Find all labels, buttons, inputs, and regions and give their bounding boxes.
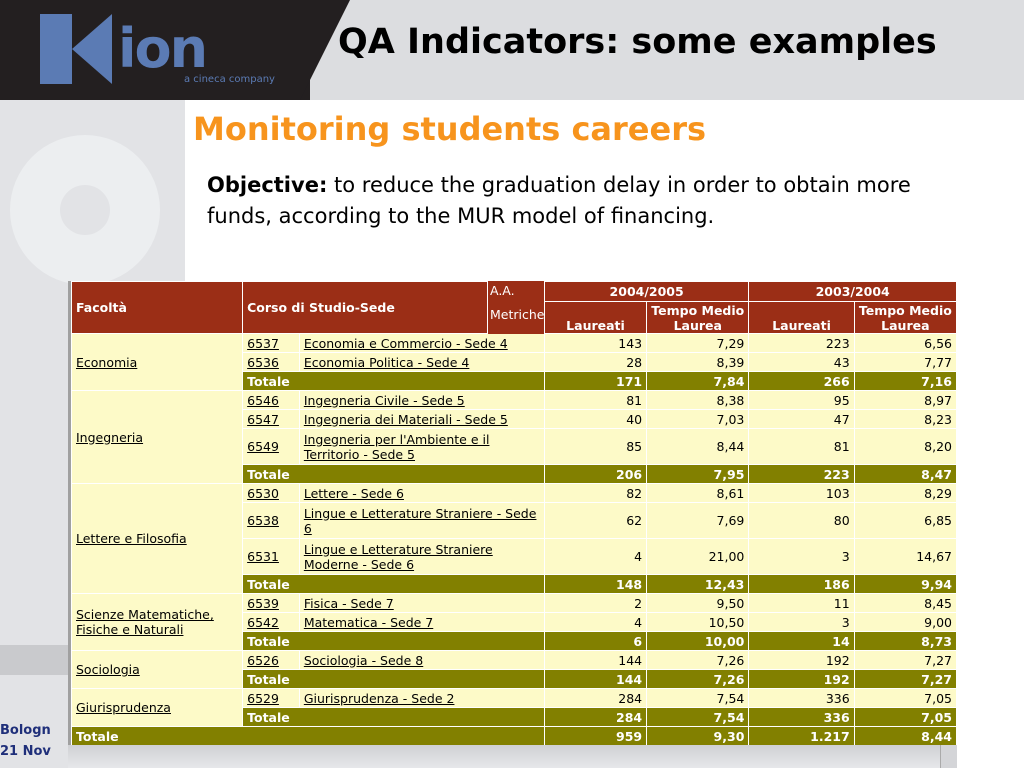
total-value: 223 [749, 465, 854, 484]
bottom-strip [68, 745, 954, 768]
faculty-link[interactable]: Scienze Matematiche, Fisiche e Naturali [72, 594, 243, 651]
laureati-2003-2004: 95 [749, 391, 854, 410]
grand-total-value: 9,30 [647, 727, 749, 746]
tempo-medio-2003-2004: 14,67 [854, 539, 956, 575]
total-value: 266 [749, 372, 854, 391]
total-value: 9,94 [854, 575, 956, 594]
total-value: 7,27 [854, 670, 956, 689]
logo-k-icon [40, 14, 72, 84]
laureati-2004-2005: 85 [544, 429, 646, 465]
tempo-medio-2003-2004: 7,05 [854, 689, 956, 708]
course-name-link[interactable]: Ingegneria Civile - Sede 5 [299, 391, 544, 410]
course-code-link[interactable]: 6529 [243, 689, 300, 708]
laureati-2004-2005: 143 [544, 334, 646, 353]
total-value: 10,00 [647, 632, 749, 651]
faculty-link[interactable]: Sociologia [72, 651, 243, 689]
total-label: Totale [243, 632, 545, 651]
total-value: 336 [749, 708, 854, 727]
course-code-link[interactable]: 6547 [243, 410, 300, 429]
tempo-medio-2004-2005: 8,61 [647, 484, 749, 503]
total-label: Totale [243, 465, 545, 484]
course-name-link[interactable]: Economia e Commercio - Sede 4 [299, 334, 544, 353]
course-code-link[interactable]: 6536 [243, 353, 300, 372]
total-value: 12,43 [647, 575, 749, 594]
total-value: 6 [544, 632, 646, 651]
course-code-link[interactable]: 6546 [243, 391, 300, 410]
laureati-2003-2004: 103 [749, 484, 854, 503]
laureati-2003-2004: 3 [749, 613, 854, 632]
course-name-link[interactable]: Matematica - Sede 7 [299, 613, 544, 632]
careers-table-body [72, 334, 957, 746]
careers-table [71, 281, 957, 745]
tempo-medio-2004-2005: 7,54 [647, 689, 749, 708]
scrollbar-corner [940, 745, 957, 768]
tempo-medio-2004-2005: 7,29 [647, 334, 749, 353]
header-corso-label: Corso di Studio-Sede [247, 300, 395, 315]
laureati-2003-2004: 43 [749, 353, 854, 372]
total-value: 7,54 [647, 708, 749, 727]
table-row [72, 651, 957, 670]
course-code-link[interactable]: 6542 [243, 613, 300, 632]
section-subtitle: Monitoring students careers [193, 110, 707, 148]
course-code-link[interactable]: 6549 [243, 429, 300, 465]
logo-wordmark: ion [118, 17, 207, 80]
table-row [72, 689, 957, 708]
tempo-medio-2003-2004: 8,97 [854, 391, 956, 410]
laureati-2004-2005: 284 [544, 689, 646, 708]
laureati-2003-2004: 192 [749, 651, 854, 670]
table-row [72, 484, 957, 503]
tempo-medio-2003-2004: 9,00 [854, 613, 956, 632]
tempo-medio-2003-2004: 8,45 [854, 594, 956, 613]
laureati-2004-2005: 2 [544, 594, 646, 613]
course-name-link[interactable]: Lettere - Sede 6 [299, 484, 544, 503]
logo-tagline: a cineca company [184, 74, 275, 85]
objective-label: Objective: [207, 173, 328, 197]
grand-total-value: 8,44 [854, 727, 956, 746]
laureati-2004-2005: 4 [544, 539, 646, 575]
total-value: 7,84 [647, 372, 749, 391]
total-value: 171 [544, 372, 646, 391]
total-value: 148 [544, 575, 646, 594]
laureati-2004-2005: 82 [544, 484, 646, 503]
total-value: 186 [749, 575, 854, 594]
course-name-link[interactable]: Ingegneria dei Materiali - Sede 5 [299, 410, 544, 429]
laureati-2003-2004: 81 [749, 429, 854, 465]
laureati-2004-2005: 144 [544, 651, 646, 670]
total-value: 7,26 [647, 670, 749, 689]
total-value: 8,47 [854, 465, 956, 484]
total-value: 284 [544, 708, 646, 727]
laureati-2004-2005: 40 [544, 410, 646, 429]
footer-date: 21 Nov [0, 744, 51, 759]
objective-paragraph [207, 170, 927, 232]
tempo-medio-2004-2005: 10,50 [647, 613, 749, 632]
header-year-2003-2004: 2003/2004 [749, 282, 957, 302]
header-aa-metriche [487, 281, 545, 334]
course-name-link[interactable]: Fisica - Sede 7 [299, 594, 544, 613]
tempo-medio-2004-2005: 7,03 [647, 410, 749, 429]
header-aa: A.A. [490, 283, 515, 298]
header-laureati-1: Laureati [544, 302, 646, 334]
tempo-medio-2003-2004: 8,23 [854, 410, 956, 429]
total-value: 7,05 [854, 708, 956, 727]
total-value: 206 [544, 465, 646, 484]
laureati-2004-2005: 4 [544, 613, 646, 632]
tempo-medio-2003-2004: 8,29 [854, 484, 956, 503]
laureati-2003-2004: 11 [749, 594, 854, 613]
course-code-link[interactable]: 6538 [243, 503, 300, 539]
grand-total-value: 959 [544, 727, 646, 746]
faculty-link[interactable]: Ingegneria [72, 391, 243, 484]
laureati-2004-2005: 62 [544, 503, 646, 539]
tempo-medio-2004-2005: 7,69 [647, 503, 749, 539]
course-name-link[interactable]: Sociologia - Sede 8 [299, 651, 544, 670]
course-name-link[interactable]: Lingue e Letterature Straniere Moderne - Sede 6 [299, 539, 544, 575]
table-row [72, 594, 957, 613]
tempo-medio-2004-2005: 8,39 [647, 353, 749, 372]
laureati-2004-2005: 81 [544, 391, 646, 410]
course-code-link[interactable]: 6531 [243, 539, 300, 575]
header-metriche: Metriche [490, 307, 545, 322]
course-name-link[interactable]: Economia Politica - Sede 4 [299, 353, 544, 372]
tempo-medio-2004-2005: 7,26 [647, 651, 749, 670]
laureati-2003-2004: 3 [749, 539, 854, 575]
tempo-medio-2003-2004: 7,77 [854, 353, 956, 372]
table-row [72, 334, 957, 353]
tempo-medio-2004-2005: 8,38 [647, 391, 749, 410]
course-name-link[interactable]: Giurisprudenza - Sede 2 [299, 689, 544, 708]
tempo-medio-2004-2005: 9,50 [647, 594, 749, 613]
course-code-link[interactable]: 6539 [243, 594, 300, 613]
laureati-2003-2004: 47 [749, 410, 854, 429]
tempo-medio-2003-2004: 6,85 [854, 503, 956, 539]
slide-title: QA Indicators: some examples [338, 22, 937, 62]
footer-location: Bologn [0, 723, 51, 738]
header-tempo-1: Tempo Medio Laurea [647, 302, 749, 334]
laureati-2003-2004: 80 [749, 503, 854, 539]
course-name-link[interactable]: Lingue e Letterature Straniere - Sede 6 [299, 503, 544, 539]
total-value: 144 [544, 670, 646, 689]
tempo-medio-2004-2005: 8,44 [647, 429, 749, 465]
grand-total-value: 1.217 [749, 727, 854, 746]
header-tempo-2: Tempo Medio Laurea [854, 302, 956, 334]
grand-total-row [72, 727, 957, 746]
laureati-2003-2004: 223 [749, 334, 854, 353]
total-label: Totale [243, 575, 545, 594]
total-value: 192 [749, 670, 854, 689]
total-value: 7,95 [647, 465, 749, 484]
course-code-link[interactable]: 6537 [243, 334, 300, 353]
table-row [72, 391, 957, 410]
laureati-2003-2004: 336 [749, 689, 854, 708]
decorative-band [0, 645, 70, 675]
decorative-circle-hole [60, 185, 110, 235]
header-facolta: Facoltà [72, 282, 243, 334]
header-laureati-2: Laureati [749, 302, 854, 334]
faculty-link[interactable]: Lettere e Filosofia [72, 484, 243, 594]
faculty-link[interactable]: Economia [72, 334, 243, 391]
header-year-2004-2005: 2004/2005 [544, 282, 749, 302]
total-value: 8,73 [854, 632, 956, 651]
total-label: Totale [243, 372, 545, 391]
total-value: 14 [749, 632, 854, 651]
grand-total-label: Totale [72, 727, 545, 746]
laureati-2004-2005: 28 [544, 353, 646, 372]
tempo-medio-2004-2005: 21,00 [647, 539, 749, 575]
objective-text: to reduce the graduation delay in order to obtain more funds, according to the MUR model of financing. [207, 173, 911, 228]
course-name-link[interactable]: Ingegneria per l'Ambiente e il Territorio - Sede 5 [299, 429, 544, 465]
total-value: 7,16 [854, 372, 956, 391]
tempo-medio-2003-2004: 7,27 [854, 651, 956, 670]
faculty-link[interactable]: Giurisprudenza [72, 689, 243, 727]
total-label: Totale [243, 670, 545, 689]
total-label: Totale [243, 708, 545, 727]
tempo-medio-2003-2004: 6,56 [854, 334, 956, 353]
course-code-link[interactable]: 6530 [243, 484, 300, 503]
careers-table-container [68, 281, 957, 745]
logo-k-arrow-icon [72, 14, 112, 84]
course-code-link[interactable]: 6526 [243, 651, 300, 670]
tempo-medio-2003-2004: 8,20 [854, 429, 956, 465]
